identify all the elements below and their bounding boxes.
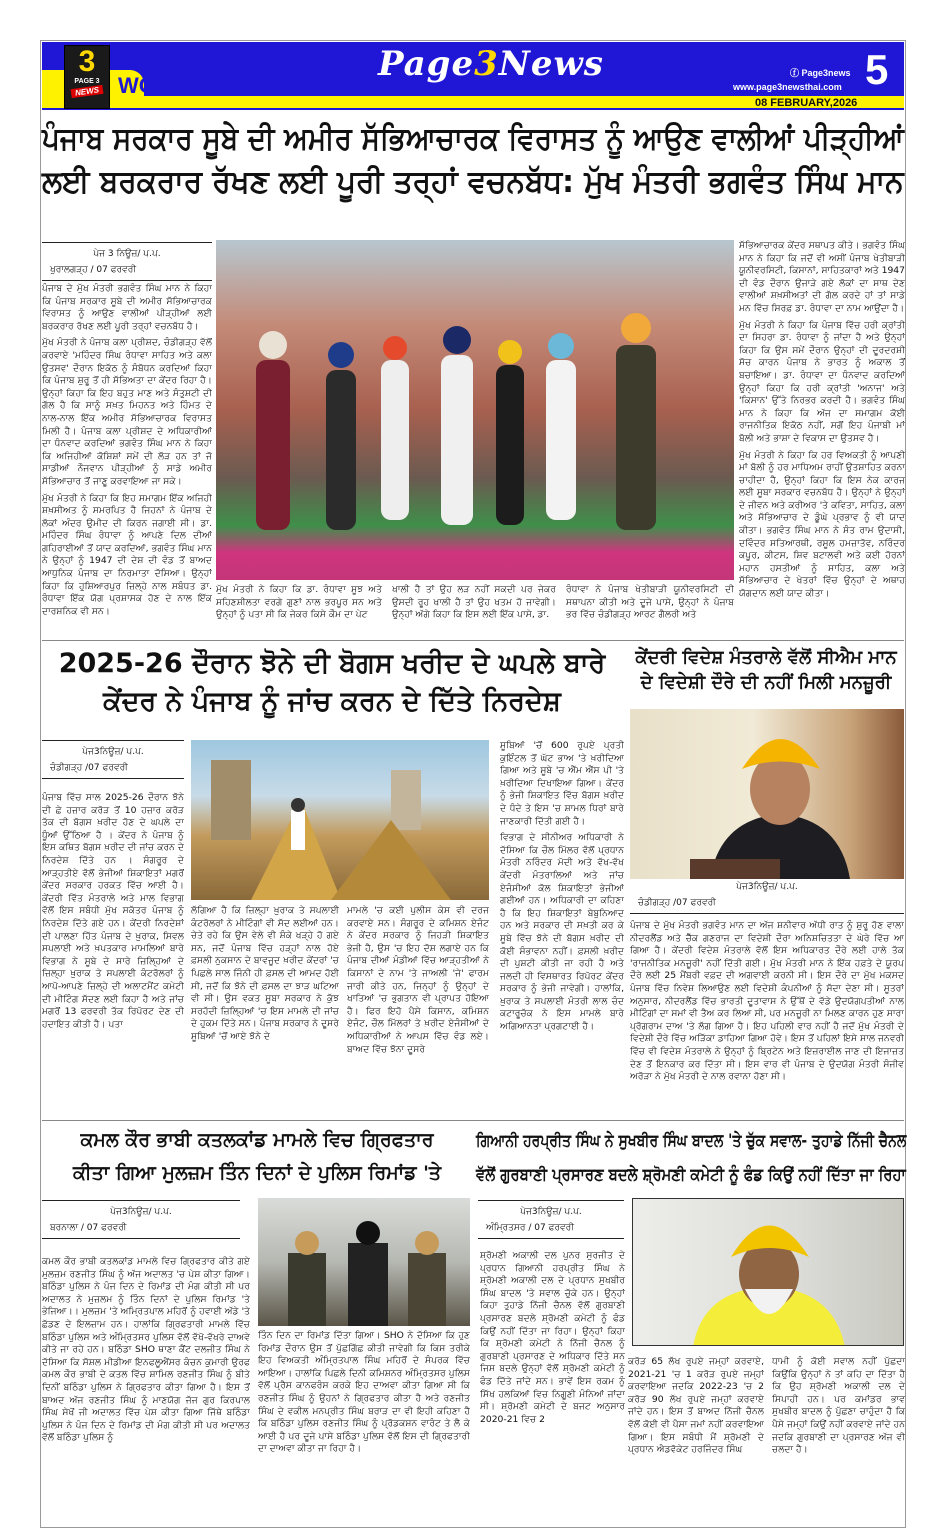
website-url: www.page3newsthai.com — [733, 82, 842, 92]
article1-photo — [216, 240, 734, 580]
article1-dateline: ਪੇਜ 3 ਨਿਊਜ਼/ ਪ.ਪ. ਖੁਰਾਲਗੜ੍ਹ / 07 ਫਰਵਰੀ — [42, 242, 212, 281]
divider — [42, 640, 904, 641]
giani-harpreet-singh-portrait — [633, 1199, 904, 1346]
article1-col1: ਪੰਜਾਬ ਦੇ ਮੁੱਖ ਮੰਤਰੀ ਭਗਵੰਤ ਸਿੰਘ ਮਾਨ ਨੇ ਕਿਹਾ ਕਿ ਪੰਜਾਬ ਸਰਕਾਰ ਸੂਬੇ ਦੀ ਅਮੀਰ ਸੱਭਿਆਚਾਰਕ ਵਿਰਾਸਤ ਨੂੰ ਆਉਣ ਵਾਲੀਆਂ ਪੀੜ੍ਹੀਆਂ ਲਈ ਬਰਕਰਾਰ ਰੱਖਣ ਲਈ ਪੂਰੀ ਤਰ੍ਹਾਂ ਵਚਨਬੱਧ ਹੈ। ਮੁੱਖ ਮੰਤਰੀ ਨੇ ਪੰਜਾਬ ਕਲਾ ਪ੍ਰੀਸ਼ਦ, ਚੰਡੀਗੜ੍ਹ ਵੱਲੋਂ ਕਰਵਾਏ 'ਮਹਿੰਦਰ ਸਿੰਘ ਰੰਧਾਵਾ ਸਾਹਿਤ ਅਤੇ ਕਲਾ ਉਤਸਵ' ਦੌਰਾਨ ਇਕੱਠ ਨੂੰ ਸੰਬੋਧਨ ਕਰਦਿਆਂ ਕਿਹਾ ਕਿ ਪੰਜਾਬ ਸ਼ੁਰੂ ਤੋਂ ਹੀ ਸੱਭਿਅਤਾ ਦਾ ਕੇਂਦਰ ਰਿਹਾ ਹੈ। ਉਨ੍ਹਾਂ ਕਿਹਾ ਕਿ ਇਹ ਬਹੁਤ ਮਾਣ ਅਤੇ ਸੰਤੁਸ਼ਟੀ ਦੀ ਗੱਲ ਹੈ ਕਿ ਸਾਨੂੰ ਸਖ਼ਤ ਮਿਹਨਤ ਅਤੇ ਹਿੰਮਤ ਦੇ ਨਾਲ-ਨਾਲ ਇੱਕ ਅਮੀਰ ਸੱਭਿਆਚਾਰਕ ਵਿਰਾਸਤ ਮਿਲੀ ਹੈ। ਪੰਜਾਬ ਕਲਾ ਪ੍ਰੀਸ਼ਦ ਦੇ ਅਧਿਕਾਰੀਆਂ ਦਾ ਧੰਨਵਾਦ ਕਰਦਿਆਂ ਭਗਵੰਤ ਸਿੰਘ ਮਾਨ ਨੇ ਕਿਹਾ ਕਿ ਅਜਿਹੀਆਂ ਕੋਸ਼ਿਸ਼ਾਂ ਸਮੇਂ ਦੀ ਲੋੜ ਹਨ ਤਾਂ ਜੋ ਸਾਡੀਆਂ ਨੌਜਵਾਨ ਪੀੜ੍ਹੀਆਂ ਨੂੰ ਸਾਡੇ ਅਮੀਰ ਸੱਭਿਆਚਾਰ ਤੋਂ ਜਾਣੂ ਕਰਵਾਇਆ ਜਾ ਸਕੇ। ਮੁੱਖ ਮੰਤਰੀ ਨੇ ਕਿਹਾ ਕਿ ਇਹ ਸਮਾਗਮ ਇੱਕ ਅਜਿਹੀ ਸ਼ਖ਼ਸੀਅਤ ਨੂੰ ਸਮਰਪਿਤ ਹੈ ਜਿਹਨਾਂ ਨੇ ਪੰਜਾਬ ਦੇ ਲੋਕਾਂ ਅੰਦਰ ਉਮੀਦ ਦੀ ਕਿਰਨ ਜਗਾਈ ਸੀ। ਡਾ. ਮਹਿੰਦਰ ਸਿੰਘ ਰੰਧਾਵਾ ਨੂੰ ਆਪਣੇ ਦਿਲ ਦੀਆਂ ਗਹਿਰਾਈਆਂ ਤੋਂ ਯਾਦ ਕਰਦਿਆਂ, ਭਗਵੰਤ ਸਿੰਘ ਮਾਨ ਨੇ ਉਨ੍ਹਾਂ ਨੂੰ 1947 ਦੀ ਦੇਸ਼ ਦੀ ਵੰਡ ਤੋਂ ਬਾਅਦ ਆਧੁਨਿਕ ਪੰਜਾਬ ਦਾ ਨਿਰਮਾਤਾ ਦੱਸਿਆ। ਉਨ੍ਹਾਂ ਕਿਹਾ ਕਿ ਹੁਸ਼ਿਆਰਪੁਰ ਜ਼ਿਲ੍ਹੇ ਨਾਲ ਸਬੰਧਤ ਡਾ. ਰੰਧਾਵਾ ਇੱਕ ਯੋਗ ਪ੍ਰਸ਼ਾਸਕ ਹੋਣ ਦੇ ਨਾਲ ਇੱਕ ਦਾਰਸ਼ਨਿਕ ਵੀ ਸਨ। — [42, 283, 212, 617]
page-number: 5 — [865, 46, 889, 93]
article2-photo — [191, 740, 489, 900]
chief-minister-portrait — [630, 709, 904, 879]
social-handle: ⓕ Page3news — [790, 68, 851, 78]
article5-col1: ਸ਼੍ਰੋਮਣੀ ਅਕਾਲੀ ਦਲ ਪੁਨਰ ਸੁਰਜੀਤ ਦੇ ਪ੍ਰਧਾਨ ਗਿਆਨੀ ਹਰਪ੍ਰੀਤ ਸਿੰਘ ਨੇ ਸ਼੍ਰੋਮਣੀ ਅਕਾਲੀ ਦਲ ਦੇ ਪ੍ਰਧਾਨ ਸੁਖਬੀਰ ਸਿੰਘ ਬਾਦਲ 'ਤੇ ਸਵਾਲ ਚੁੱਕੇ ਹਨ। ਉਨ੍ਹਾਂ ਕਿਹਾ ਤੁਹਾਡੇ ਨਿੱਜੀ ਚੈਨਲ ਵੱਲੋਂ ਗੁਰਬਾਣੀ ਪ੍ਰਸਾਰਣ ਬਦਲੇ ਸ਼੍ਰੋਮਣੀ ਕਮੇਟੀ ਨੂੰ ਫੰਡ ਕਿਉਂ ਨਹੀਂ ਦਿੱਤਾ ਜਾ ਰਿਹਾ। ਉਨ੍ਹਾਂ ਕਿਹਾ ਕਿ ਸ਼੍ਰੋਮਣੀ ਕਮੇਟੀ ਨੇ ਨਿੱਜੀ ਚੈਨਲ ਨੂੰ ਗੁਰਬਾਣੀ ਪ੍ਰਸਾਰਣ ਦੇ ਅਧਿਕਾਰ ਦਿੱਤੇ ਸਨ ਜਿਸ ਬਦਲੇ ਉਨ੍ਹਾਂ ਵੱਲੋਂ ਸ਼੍ਰੋਮਣੀ ਕਮੇਟੀ ਨੂੰ ਫੰਡ ਦਿੱਤੇ ਜਾਂਦੇ ਸਨ। ਭਾਵੇਂ ਇਸ ਰਕਮ ਨੂੰ ਸਿੱਖ ਹਲਕਿਆਂ ਵਿਚ ਨਿਗੂਣੀ ਮੰਨਿਆਂ ਜਾਂਦਾ ਸੀ। ਸ਼੍ਰੋਮਣੀ ਕਮੇਟੀ ਦੇ ਬਜਟ ਅਨੁਸਾਰ 2020-21 ਵਿਚ 2 — [480, 1250, 625, 1425]
group-photo-people — [216, 240, 734, 580]
issue-date: 08 FEBRUARY,2026 — [755, 97, 858, 109]
facebook-icon: ⓕ — [790, 68, 802, 78]
article2-col2: ਲੱਗਿਆ ਹੈ ਕਿ ਜ਼ਿਲ੍ਹਾ ਖ਼ੁਰਾਕ ਤੇ ਸਪਲਾਈ ਕੰਟਰੋਲਰਾਂ ਨੇ ਮੀਟਿੰਗਾਂ ਵੀ ਸੱਦ ਲਈਆਂ ਹਨ। ਚੇਤੇ ਰਹੇ ਕਿ ਉਸ ਵੇਲੇ ਵੀ ਸ਼ੰਕੇ ਖੜ੍ਹੇ ਹੋ ਗਏ ਸਨ, ਜਦੋਂ ਪੰਜਾਬ ਵਿੱਚ ਹੜ੍ਹਾਂ ਨਾਲ ਹੋਏ ਫ਼ਸਲੀ ਨੁਕਸਾਨ ਦੇ ਬਾਵਜੂਦ ਖ਼ਰੀਦ ਕੇਂਦਰਾਂ 'ਚ ਪਿਛਲੇ ਸਾਲ ਜਿੰਨੀ ਹੀ ਫ਼ਸਲ ਦੀ ਆਮਦ ਹੋਈ ਸੀ, ਜਦੋਂ ਕਿ ਝੋਨੇ ਦੀ ਫ਼ਸਲ ਦਾ ਝਾੜ ਘਟਿਆ ਵੀ ਸੀ। ਉਸ ਵਕਤ ਸੂਬਾ ਸਰਕਾਰ ਨੇ ਕੁੱਝ ਸਰਹੱਦੀ ਜ਼ਿਲ੍ਹਿਆਂ 'ਚ ਇਸ ਮਾਮਲੇ ਦੀ ਜਾਂਚ ਦੇ ਹੁਕਮ ਦਿੱਤੇ ਸਨ। ਪੰਜਾਬ ਸਰਕਾਰ ਨੇ ਦੂਸਰੇ ਸੂਬਿਆਂ 'ਚੋਂ ਆਏ ਝੋਨੇ ਦੇ — [191, 905, 339, 1042]
police-with-accused-photo — [258, 1198, 470, 1326]
article4-photo — [258, 1198, 470, 1326]
article2-dateline: ਪੇਜ3ਨਿਊਜ਼/ ਪ.ਪ. ਚੰਡੀਗੜ੍ਹ /07 ਫਰਵਰੀ — [42, 740, 184, 779]
article5-dateline: ਪੇਜ3ਨਿਊਜ਼/ ਪ.ਪ. ਅੰਮ੍ਰਿਤਸਰ / 07 ਫਰਵਰੀ — [478, 1200, 624, 1239]
article3-dateline: ਪੇਜ3ਨਿਊਜ਼/ ਪ.ਪ. ਚੰਡੀਗੜ੍ਹ /07 ਫਰਵਰੀ — [630, 882, 904, 914]
article3-headline: ਕੇਂਦਰੀ ਵਿਦੇਸ਼ ਮੰਤਰਾਲੇ ਵੱਲੋਂ ਸੀਐਮ ਮਾਨ ਦੇ ਵਿਦੇਸ਼ੀ ਦੌਰੇ ਦੀ ਨਹੀਂ ਮਿਲੀ ਮਨਜ਼ੂਰੀ — [635, 647, 897, 694]
section-label: WORLD — [118, 73, 202, 98]
article4-dateline: ਪੇਜ3ਨਿਊਜ਼/ ਪ.ਪ. ਬਰਨਾਲਾ / 07 ਫਰਵਰੀ — [42, 1200, 240, 1239]
article4-headline: ਕਮਲ ਕੌਰ ਭਾਬੀ ਕਤਲਕਾਂਡ ਮਾਮਲੇ ਵਿਚ ਗ੍ਰਿਫਤਾਰ ਕੀਤਾ ਗਿਆ ਮੁਲਜ਼ਮ ਤਿੰਨ ਦਿਨਾਂ ਦੇ ਪੁਲਿਸ ਰਿਮਾਂਡ 'ਤੇ — [72, 1129, 442, 1185]
article1-caption-col1: ਮੁੱਖ ਮੰਤਰੀ ਨੇ ਕਿਹਾ ਕਿ ਡਾ. ਰੰਧਾਵਾ ਸੂਝ ਅਤੇ ਸਹਿਣਸ਼ੀਲਤਾ ਵਰਗੇ ਗੁਣਾਂ ਨਾਲ ਭਰਪੂਰ ਸਨ ਅਤੇ ਉਨ੍ਹਾਂ ਨੂੰ ਪਤਾ ਸੀ ਕਿ ਜੇਕਰ ਕਿਸੇ ਕੌਮ ਦਾ ਪੇਟ — [216, 584, 382, 621]
article3-body: ਪੰਜਾਬ ਦੇ ਮੁੱਖ ਮੰਤਰੀ ਭਗਵੰਤ ਮਾਨ ਦਾ ਅੱਜ ਸ਼ਨੀਵਾਰ ਅੱਧੀ ਰਾਤ ਨੂੰ ਸ਼ੁਰੂ ਹੋਣ ਵਾਲਾ ਨੀਦਰਲੈਂਡ ਅਤੇ ਚੈੱਕ ਗਣਰਾਜ ਦਾ ਵਿਦੇਸ਼ੀ ਦੌਰਾ ਅਨਿਸ਼ਚਿਤਤਾ ਦੇ ਘੇਰੇ ਵਿੱਚ ਆ ਗਿਆ ਹੈ। ਕੇਂਦਰੀ ਵਿਦੇਸ਼ ਮੰਤਰਾਲੇ ਵੱਲੋਂ ਇਸ ਅਧਿਕਾਰਤ ਦੌਰੇ ਲਈ ਹਾਲੇ ਤੱਕ 'ਰਾਜਨੀਤਿਕ ਮਨਜ਼ੂਰੀ' ਨਹੀਂ ਦਿੱਤੀ ਗਈ। ਮੁੱਖ ਮੰਤਰੀ ਮਾਨ ਨੇ ਇੱਕ ਹਫ਼ਤੇ ਦੇ ਯੂਰਪ ਦੌਰੇ ਲਈ 25 ਮੈਂਬਰੀ ਵਫ਼ਦ ਦੀ ਅਗਵਾਈ ਕਰਨੀ ਸੀ। ਇਸ ਦੌਰੇ ਦਾ ਮੁੱਖ ਮਕਸਦ ਪੰਜਾਬ ਵਿੱਚ ਨਿਵੇਸ਼ ਲਿਆਉਣ ਲਈ ਵਿਦੇਸ਼ੀ ਕੰਪਨੀਆਂ ਨੂੰ ਸੱਦਾ ਦੇਣਾ ਸੀ। ਸੂਤਰਾਂ ਅਨੁਸਾਰ, ਨੀਦਰਲੈਂਡ ਵਿੱਚ ਭਾਰਤੀ ਦੂਤਾਵਾਸ ਨੇ ਉੱਥੋਂ ਦੇ ਵੱਡੇ ਉਦਯੋਗਪਤੀਆਂ ਨਾਲ ਮੀਟਿੰਗਾਂ ਦਾ ਸਮਾਂ ਵੀ ਤੈਅ ਕਰ ਲਿਆ ਸੀ, ਪਰ ਮਨਜ਼ੂਰੀ ਨਾ ਮਿਲਣ ਕਾਰਨ ਹੁਣ ਸਾਰਾ ਪ੍ਰੋਗਰਾਮ ਦਾਅ 'ਤੇ ਲੱਗ ਗਿਆ ਹੈ। ਇਹ ਪਹਿਲੀ ਵਾਰ ਨਹੀਂ ਹੈ ਜਦੋਂ ਮੁੱਖ ਮੰਤਰੀ ਦੇ ਵਿਦੇਸ਼ੀ ਦੌਰੇ ਵਿੱਚ ਅੜਿੱਕਾ ਡਾਹਿਆ ਗਿਆ ਹੋਵੇ। ਇਸ ਤੋਂ ਪਹਿਲਾਂ ਇਸੇ ਸਾਲ ਜਨਵਰੀ ਵਿੱਚ ਵੀ ਵਿਦੇਸ਼ ਮੰਤਰਾਲੇ ਨੇ ਉਨ੍ਹਾਂ ਨੂੰ ਬ੍ਰਿਟੇਨ ਅਤੇ ਇਜ਼ਰਾਈਲ ਜਾਣ ਦੀ ਇਜਾਜ਼ਤ ਦੇਣ ਤੋਂ ਇਨਕਾਰ ਕਰ ਦਿੱਤਾ ਸੀ। ਇਸ ਵਾਰ ਵੀ ਪੰਜਾਬ ਦੇ ਉਦਯੋਗ ਮੰਤਰੀ ਸੰਜੀਵ ਅਰੋੜਾ ਨੇ ਮੁੱਖ ਮੰਤਰੀ ਦੇ ਨਾਲ ਰਵਾਨਾ ਹੋਣਾ ਸੀ। — [630, 920, 904, 1083]
divider — [42, 1120, 904, 1121]
article2-col1: ਪੰਜਾਬ ਵਿੱਚ ਸਾਲ 2025-26 ਦੌਰਾਨ ਝੋਨੇ ਦੀ ਛੇ ਹਜ਼ਾਰ ਕਰੋੜ ਤੋਂ 10 ਹਜ਼ਾਰ ਕਰੋੜ ਤੱਕ ਦੀ ਬੋਗਸ ਖ਼ਰੀਦ ਹੋਣ ਦੇ ਘਪਲੇ ਦਾ ਧੂੰਆਂ ਉੱਠਿਆ ਹੈ । ਕੇਂਦਰ ਨੇ ਪੰਜਾਬ ਨੂੰ ਇਸ ਕਥਿਤ ਬੋਗਸ ਖ਼ਰੀਦ ਦੀ ਜਾਂਚ ਕਰਨ ਦੇ ਨਿਰਦੇਸ਼ ਦਿੱਤੇ ਹਨ । ਸੰਗਰੂਰ ਦੇ ਆੜ੍ਹਤੀਏ ਵੱਲੋਂ ਭੇਜੀਆਂ ਸ਼ਿਕਾਇਤਾਂ ਮਗਰੋਂ ਕੇਂਦਰ ਸਰਕਾਰ ਹਰਕਤ ਵਿੱਚ ਆਈ ਹੈ। ਕੇਂਦਰੀ ਵਿੱਤ ਮੰਤਰਾਲੇ ਅਤੇ ਮਾਲ ਵਿਭਾਗ ਵੱਲੋਂ ਇਸ ਸਬੰਧੀ ਮੁੱਖ ਸਕੱਤਰ ਪੰਜਾਬ ਨੂੰ ਨਿਰਦੇਸ਼ ਦਿੱਤੇ ਗਏ ਹਨ। ਕੇਂਦਰੀ ਨਿਰਦੇਸ਼ਾਂ ਦੀ ਪਾਲਣਾ ਹਿੱਤ ਪੰਜਾਬ ਦੇ ਖ਼ੁਰਾਕ, ਸਿਵਲ ਸਪਲਾਈ ਅਤੇ ਖ਼ਪਤਕਾਰ ਮਾਮਲਿਆਂ ਬਾਰੇ ਵਿਭਾਗ ਨੇ ਸੂਬੇ ਦੇ ਸਾਰੇ ਜ਼ਿਲ੍ਹਿਆਂ ਦੇ ਜ਼ਿਲ੍ਹਾ ਖ਼ੁਰਾਕ ਤੇ ਸਪਲਾਈ ਕੰਟਰੋਲਰਾਂ ਨੂੰ ਆਪੋ-ਆਪਣੇ ਜ਼ਿਲ੍ਹੇ ਦੀ ਅਲਾਟਮੈਂਟ ਕਮੇਟੀ ਦੀ ਮੀਟਿੰਗ ਸੱਦਣ ਲਈ ਕਿਹਾ ਹੈ ਅਤੇ ਜਾਂਚ ਮਗਰੋਂ 13 ਫਰਵਰੀ ਤੱਕ ਰਿਪੋਰਟ ਦੇਣ ਦੀ ਹਦਾਇਤ ਕੀਤੀ ਹੈ। ਪਤਾ — [42, 792, 184, 1030]
article4-col1: ਕਮਲ ਕੌਰ ਭਾਬੀ ਕਤਲਕਾਂਡ ਮਾਮਲੇ ਵਿਚ ਗ੍ਰਿਫਤਾਰ ਕੀਤੇ ਗਏ ਮੁਲਜ਼ਮ ਰਣਜੀਤ ਸਿੰਘ ਨੂੰ ਅੱਜ ਅਦਾਲਤ 'ਚ ਪੇਸ਼ ਕੀਤਾ ਗਿਆ। ਬਠਿੰਡਾ ਪੁਲਿਸ ਨੇ ਪੰਜ ਦਿਨ ਦੇ ਰਿਮਾਂਡ ਦੀ ਮੰਗ ਕੀਤੀ ਸੀ ਪਰ ਅਦਾਲਤ ਨੇ ਮੁਜ਼ਲਮ ਨੂੰ ਤਿੰਨ ਦਿਨਾਂ ਦੇ ਪੁਲਿਸ ਰਿਮਾਂਡ 'ਤੇ ਭੇਜਿਆ।। ਮੁਲਜ਼ਮ 'ਤੇ ਅਮ੍ਰਿਤਪਾਲ ਮਹਿਰੋਂ ਨੂੰ ਹਵਾਈ ਅੱਡੇ 'ਤੇ ਛੱਡਣ ਦੇ ਇਲਜ਼ਾਮ ਹਨ। ਹਾਲਾਂਕਿ ਗ੍ਰਿਫਤਾਰੀ ਮਾਮਲੇ ਵਿੱਚ ਬਠਿੰਡਾ ਪੁਲਿਸ ਅਤੇ ਅੰਮ੍ਰਿਤਸਰ ਪੁਲਿਸ ਵੱਲੋਂ ਵੱਖੋ-ਵੱਖਰੇ ਦਾਅਵੇ ਕੀਤੇ ਜਾ ਰਹੇ ਹਨ। ਬਠਿੰਡਾ SHO ਥਾਣਾ ਕੈਂਟ ਦਲਜੀਤ ਸਿੰਘ ਨੇ ਦੱਸਿਆ ਕਿ ਸੋਸ਼ਲ ਮੀਡੀਆ ਇਨਫਲੂਐਂਸਰ ਕੰਚਨ ਕੁਮਾਰੀ ਉਰਫ ਕਮਲ ਕੌਰ ਭਾਬੀ ਦੇ ਕਤਲ ਵਿੱਚ ਸ਼ਾਮਿਲ ਰਣਜੀਤ ਸਿੰਘ ਨੂੰ ਬੀਤੇ ਦਿਨੀਂ ਬਠਿੰਡਾ ਪੁਲਿਸ ਨੇ ਗ੍ਰਿਫਤਾਰ ਕੀਤਾ ਗਿਆ ਹੈ। ਇਸ ਤੋਂ ਬਾਅਦ ਅੱਜ ਰਣਜੀਤ ਸਿੰਘ ਨੂੰ ਮਾਣਯੋਗ ਜੱਜ ਗੁਰ ਕਿਰਪਾਲ ਸਿੰਘ ਸੇਖੋਂ ਜੀ ਅਦਾਲਤ ਵਿੱਚ ਪੇਸ਼ ਕੀਤਾ ਗਿਆ ਜਿੱਥੇ ਬਠਿੰਡਾ ਪੁਲਿਸ ਨੇ ਪੰਜ ਦਿਨ ਦੇ ਰਿਮਾਂਡ ਦੀ ਮੰਗ ਕੀਤੀ ਸੀ ਪਰ ਅਦਾਲਤ ਵੱਲੋਂ ਬਠਿੰਡਾ ਪੁਲਿਸ ਨੂੰ — [42, 1256, 250, 1444]
article1-caption-col2: ਖਾਲੀ ਹੈ ਤਾਂ ਉਹ ਲੜ ਨਹੀਂ ਸਕਦੀ ਪਰ ਜੇਕਰ ਉਸਦੀ ਰੂਹ ਖਾਲੀ ਹੈ ਤਾਂ ਉਹ ਖਤਮ ਹੋ ਜਾਵੇਗੀ। ਉਨ੍ਹਾਂ ਅੱਗੇ ਕਿਹਾ ਕਿ ਇਸ ਲਈ ਇੱਕ ਪਾਸੇ, ਡਾ. — [392, 584, 556, 621]
article4-col2: ਤਿੰਨ ਦਿਨ ਦਾ ਰਿਮਾਂਡ ਦਿੱਤਾ ਗਿਆ। SHO ਨੇ ਦੱਸਿਆ ਕਿ ਹੁਣ ਰਿਮਾਂਡ ਦੌਰਾਨ ਉਸ ਤੋਂ ਪੁੱਛਗਿੱਛ ਕੀਤੀ ਜਾਵੇਗੀ ਕਿ ਕਿਸ ਤਰੀਕੇ ਇਹ ਵਿਅਕਤੀ ਅੰਮ੍ਰਿਤਪਾਲ ਸਿੰਘ ਮਹਿਰੋਂ ਦੇ ਸੰਪਰਕ ਵਿੱਚ ਆਇਆ। ਹਾਲਾਂਕਿ ਪਿਛਲੇ ਦਿਨੀ ਕਮਿਸ਼ਨਰ ਅੰਮ੍ਰਿਤਸਰ ਪੁਲਿਸ ਵੱਲੋਂ ਪ੍ਰੈਸ ਕਾਨਫਰੰਸ ਕਰਕੇ ਇਹ ਦਾਅਵਾ ਕੀਤਾ ਗਿਆ ਸੀ ਕਿ ਰਣਜੀਤ ਸਿੰਘ ਨੂੰ ਉਹਨਾਂ ਨੇ ਗ੍ਰਿਫਤਾਰ ਕੀਤਾ ਹੈ ਅਤੇ ਰਣਜੀਤ ਸਿੰਘ ਦੇ ਵਕੀਲ ਮਨਪ੍ਰੀਤ ਸਿੰਘ ਬਰਾੜ ਦਾ ਵੀ ਇਹੀ ਕਹਿਣਾ ਹੈ ਕਿ ਬਠਿੰਡਾ ਪੁਲਿਸ ਰਣਜੀਤ ਸਿੰਘ ਨੂੰ ਪ੍ਰੋਡਕਸ਼ਨ ਵਾਰੰਟ ਤੇ ਲੈ ਕੇ ਆਈ ਹੈ ਪਰ ਦੂਜੇ ਪਾਸੇ ਬਠਿੰਡਾ ਪੁਲਿਸ ਵੱਲੋਂ ਇਸ ਦੀ ਗ੍ਰਿਫਤਾਰੀ ਦਾ ਦਾਅਵਾ ਕੀਤਾ ਜਾ ਰਿਹਾ ਹੈ। — [258, 1330, 470, 1455]
article1-caption-col3: ਰੰਧਾਵਾ ਨੇ ਪੰਜਾਬ ਖੇਤੀਬਾੜੀ ਯੂਨੀਵਰਸਿਟੀ ਦੀ ਸਥਾਪਨਾ ਕੀਤੀ ਅਤੇ ਦੂਜੇ ਪਾਸੇ, ਉਨ੍ਹਾਂ ਨੇ ਪੰਜਾਬ ਭਰ ਵਿੱਚ ਚੰਡੀਗੜ੍ਹ ਆਰਟ ਗੈਲਰੀ ਅਤੇ — [566, 584, 734, 621]
article5-headline: ਗਿਆਨੀ ਹਰਪ੍ਰੀਤ ਸਿੰਘ ਨੇ ਸੁਖਬੀਰ ਸਿੰਘ ਬਾਦਲ 'ਤੇ ਚੁੱਕ ਸਵਾਲ- ਤੁਹਾਡੇ ਨਿੱਜੀ ਚੈਨਲ ਵੱਲੋਂ ਗੁਰਬਾਣੀ ਪ੍ਰਸਾਰਣ ਬਦਲੇ ਸ਼੍ਰੋਮਣੀ ਕਮੇਟੀ ਨੂੰ ਫੰਡ ਕਿਉਂ ਨਹੀਂ ਦਿੱਤਾ ਜਾ ਰਿਹਾ — [476, 1131, 907, 1184]
newspaper-logo: 3 PAGE 3 NEWS — [64, 45, 110, 109]
article2-headline: 2025-26 ਦੌਰਾਨ ਝੋਨੇ ਦੀ ਬੋਗਸ ਖਰੀਦ ਦੇ ਘਪਲੇ ਬਾਰੇ ਕੇਂਦਰ ਨੇ ਪੰਜਾਬ ਨੂੰ ਜਾਂਚ ਕਰਨ ਦੇ ਦਿੱਤੇ ਨਿਰਦੇਸ਼ — [58, 648, 606, 717]
article5-col3: ਧਾਮੀ ਨੂੰ ਕੋਈ ਸਵਾਲ ਨਹੀਂ ਪੁੱਛਦਾ ਕਿਉਂਕਿ ਉਨ੍ਹਾਂ ਨੇ ਤਾਂ ਕਹਿ ਦਾ ਦਿੱਤਾ ਹੈ ਕਿ ਉਹ ਸ਼੍ਰੋਮਣੀ ਅਕਾਲੀ ਦਲ ਦੇ ਸਿਪਾਹੀ ਹਨ। ਪਰ ਕਮਾਂਡਰ ਭਾਵ ਸੁਖਬੀਰ ਬਾਦਲ ਨੂੰ ਪੁੱਛਣਾ ਚਾਹੁੰਦਾ ਹੈ ਕਿ ਪੈਸੇ ਜਮ੍ਹਾਂ ਕਿਉਂ ਨਹੀਂ ਕਰਵਾਏ ਜਾਂਦੇ ਹਨ ਜਦਕਿ ਗੁਰਬਾਣੀ ਦਾ ਪ੍ਰਸਾਰਣ ਅੱਜ ਵੀ ਚਲਦਾ ਹੈ। — [772, 1356, 905, 1456]
article2-col4: ਸੂਬਿਆਂ 'ਚੋਂ 600 ਰੁਪਏ ਪ੍ਰਤੀ ਕੁਇੰਟਲ ਤੋਂ ਘੱਟ ਭਾਅ 'ਤੇ ਖ਼ਰੀਦਿਆ ਗਿਆ ਅਤੇ ਸੂਬੇ 'ਚ ਐੱਮ ਐੱਸ ਪੀ 'ਤੇ ਖ਼ਰੀਦਿਆ ਦਿਖਾਇਆ ਗਿਆ। ਕੇਂਦਰ ਨੂੰ ਭੇਜੀ ਸ਼ਿਕਾਇਤ ਵਿੱਚ ਬੋਗਸ ਖ਼ਰੀਦ ਦੇ ਧੰਦੇ ਤੇ ਇਸ 'ਚ ਸ਼ਾਮਲ ਧਿਰਾਂ ਬਾਰੇ ਜਾਣਕਾਰੀ ਦਿੱਤੀ ਗਈ ਹੈ। ਵਿਭਾਗ ਦੇ ਸੀਨੀਅਰ ਅਧਿਕਾਰੀ ਨੇ ਦੱਸਿਆ ਕਿ ਚੌਲ ਮਿੱਲਰ ਵੱਲੋਂ ਪ੍ਰਧਾਨ ਮੰਤਰੀ ਨਰਿੰਦਰ ਮੋਦੀ ਅਤੇ ਵੱਖ-ਵੱਖ ਕੇਂਦਰੀ ਮੰਤਰਾਲਿਆਂ ਅਤੇ ਜਾਂਚ ਏਜੰਸੀਆਂ ਕੋਲ ਸ਼ਿਕਾਇਤਾਂ ਭੇਜੀਆਂ ਗਈਆਂ ਹਨ। ਅਧਿਕਾਰੀ ਦਾ ਕਹਿਣਾ ਹੈ ਕਿ ਇਹ ਸ਼ਿਕਾਇਤਾਂ ਬੇਬੁਨਿਆਦ ਹਨ ਅਤੇ ਸਰਕਾਰ ਦੀ ਸਖ਼ਤੀ ਕਰ ਕੇ ਸੂਬੇ ਵਿੱਚ ਝੋਨੇ ਦੀ ਬੋਗਸ ਖ਼ਰੀਦ ਦੀ ਕੋਈ ਸੰਭਾਵਨਾ ਨਹੀਂ। ਫ਼ਸਲੀ ਖ਼ਰੀਦ ਦੀ ਪੁਸ਼ਟੀ ਕੀਤੀ ਜਾ ਰਹੀ ਹੈ ਅਤੇ ਜਲਦੀ ਹੀ ਵਿਸਥਾਰਤ ਰਿਪੋਰਟ ਕੇਂਦਰ ਸਰਕਾਰ ਨੂੰ ਭੇਜੀ ਜਾਵੇਗੀ। ਹਾਲਾਂਕਿ, ਖ਼ੁਰਾਕ ਤੇ ਸਪਲਾਈ ਮੰਤਰੀ ਲਾਲ ਚੰਦ ਕਟਾਰੂਚੱਕ ਨੇ ਇਸ ਮਾਮਲੇ ਬਾਰੇ ਅਗਿਆਨਤਾ ਪ੍ਰਗਟਾਈ ਹੈ। — [500, 740, 624, 1033]
article1-col-right: ਸੱਭਿਆਚਾਰਕ ਕੇਂਦਰ ਸਥਾਪਤ ਕੀਤੇ। ਭਗਵੰਤ ਸਿੰਘ ਮਾਨ ਨੇ ਕਿਹਾ ਕਿ ਜਦੋਂ ਵੀ ਅਸੀਂ ਪੰਜਾਬ ਖੇਤੀਬਾੜੀ ਯੂਨੀਵਰਸਿਟੀ, ਕਿਸਾਨਾਂ, ਸਾਹਿਤਕਾਰਾਂ ਅਤੇ 1947 ਦੀ ਵੰਡ ਦੌਰਾਨ ਉਜਾੜੇ ਗਏ ਲੋਕਾਂ ਦਾ ਸਾਥ ਦੇਣ ਵਾਲੀਆਂ ਸ਼ਖ਼ਸੀਅਤਾਂ ਦੀ ਗੱਲ ਕਰਦੇ ਹਾਂ ਤਾਂ ਸਾਡੇ ਮਨ ਵਿੱਚ ਸਿਰਫ਼ ਡਾ. ਰੰਧਾਵਾ ਦਾ ਨਾਮ ਆਉਂਦਾ ਹੈ। ਮੁੱਖ ਮੰਤਰੀ ਨੇ ਕਿਹਾ ਕਿ ਪੰਜਾਬ ਵਿੱਚ ਹਰੀ ਕ੍ਰਾਂਤੀ ਦਾ ਸਿਹਰਾ ਡਾ. ਰੰਧਾਵਾ ਨੂੰ ਜਾਂਦਾ ਹੈ ਅਤੇ ਉਨ੍ਹਾਂ ਕਿਹਾ ਕਿ ਉਸ ਸਮੇਂ ਦੌਰਾਨ ਉਨ੍ਹਾਂ ਦੀ ਦੂਰਦਰਸ਼ੀ ਸੋਚ ਕਾਰਨ ਪੰਜਾਬ ਨੇ ਭਾਰਤ ਨੂੰ ਅਕਾਲ ਤੋਂ ਬਚਾਇਆ। ਡਾ. ਰੰਧਾਵਾ ਦਾ ਧੰਨਵਾਦ ਕਰਦਿਆਂ ਉਨ੍ਹਾਂ ਕਿਹਾ ਕਿ ਹਰੀ ਕ੍ਰਾਂਤੀ 'ਅਨਾਜ' ਅਤੇ 'ਕਿਸਾਨ' ਉੱਤੇ ਨਿਰਭਰ ਕਰਦੀ ਹੈ। ਭਗਵੰਤ ਸਿੰਘ ਮਾਨ ਨੇ ਕਿਹਾ ਕਿ ਅੱਜ ਦਾ ਸਮਾਗਮ ਕੋਈ ਰਾਜਨੀਤਿਕ ਇਕੱਠ ਨਹੀਂ, ਸਗੋਂ ਇਹ ਪੰਜਾਬੀ ਮਾਂ ਬੋਲੀ ਅਤੇ ਭਾਸ਼ਾ ਦੇ ਵਿਕਾਸ ਦਾ ਉਤਸਵ ਹੈ। ਮੁੱਖ ਮੰਤਰੀ ਨੇ ਕਿਹਾ ਕਿ ਹਰ ਵਿਅਕਤੀ ਨੂੰ ਆਪਣੀ ਮਾਂ ਬੋਲੀ ਨੂੰ ਹਰ ਮਾਧਿਅਮ ਰਾਹੀਂ ਉਤਸ਼ਾਹਿਤ ਕਰਨਾ ਚਾਹੀਦਾ ਹੈ, ਉਨ੍ਹਾਂ ਕਿਹਾ ਕਿ ਇਸ ਨੇਕ ਕਾਰਜ ਲਈ ਸੂਬਾ ਸਰਕਾਰ ਵਚਨਬੱਧ ਹੈ। ਉਨ੍ਹਾਂ ਨੇ ਉਨ੍ਹਾਂ ਦੇ ਜੀਵਨ ਅਤੇ ਕਰੀਅਰ 'ਤੇ ਕਵਿਤਾ, ਸਾਹਿਤ, ਕਲਾ ਅਤੇ ਸੱਭਿਆਚਾਰ ਦੇ ਡੂੰਘੇ ਪ੍ਰਭਾਵ ਨੂੰ ਵੀ ਯਾਦ ਕੀਤਾ। ਭਗਵੰਤ ਸਿੰਘ ਮਾਨ ਨੇ ਸੰਤ ਰਾਮ ਉਦਾਸੀ, ਦਵਿੰਦਰ ਸਤਿਆਰਥੀ, ਰਸੂਲ ਹਮਜ਼ਾਤੋਵ, ਨਰਿੰਦਰ ਕਪੂਰ, ਕੀਟਸ, ਸ਼ਿਵ ਬਟਾਲਵੀ ਅਤੇ ਕਈ ਹੋਰਨਾਂ ਮਹਾਨ ਹਸਤੀਆਂ ਨੂੰ ਸਾਹਿਤ, ਕਲਾ ਅਤੇ ਸੱਭਿਆਚਾਰ ਦੇ ਖੇਤਰਾਂ ਵਿੱਚ ਉਨ੍ਹਾਂ ਦੇ ਅਥਾਹ ਯੋਗਦਾਨ ਲਈ ਯਾਦ ਕੀਤਾ। — [739, 240, 905, 600]
article2-col3: ਮਾਮਲੇ 'ਚ ਕਈ ਪੁਲੀਸ ਕੇਸ ਵੀ ਦਰਜ ਕਰਵਾਏ ਸਨ। ਸੰਗਰੂਰ ਦੇ ਕਮਿਸ਼ਨ ਏਜੰਟ ਨੇ ਕੇਂਦਰ ਸਰਕਾਰ ਨੂੰ ਜਿਹੜੀ ਸ਼ਿਕਾਇਤ ਭੇਜੀ ਹੈ, ਉਸ 'ਚ ਇਹ ਦੋਸ਼ ਲਗਾਏ ਹਨ ਕਿ ਪੰਜਾਬ ਦੀਆਂ ਮੰਡੀਆਂ ਵਿੱਚ ਆੜ੍ਹਤੀਆਂ ਨੇ ਕਿਸਾਨਾਂ ਦੇ ਨਾਮ 'ਤੇ ਜਾਅਲੀ 'ਜੇ' ਫਾਰਮ ਜਾਰੀ ਕੀਤੇ ਹਨ, ਜਿਨ੍ਹਾਂ ਨੂੰ ਉਨ੍ਹਾਂ ਦੇ ਖਾਤਿਆਂ 'ਚ ਭੁਗਤਾਨ ਵੀ ਪ੍ਰਾਪਤ ਹੋਇਆ ਹੈ। ਫਿਰ ਇਹੋ ਪੈਸੇ ਕਿਸਾਨ, ਕਮਿਸ਼ਨ ਏਜੰਟ, ਚੌਲ ਮਿੱਲਰਾਂ ਤੇ ਖ਼ਰੀਦ ਏਜੰਸੀਆਂ ਦੇ ਅਧਿਕਾਰੀਆਂ ਨੇ ਆਪਸ ਵਿੱਚ ਵੰਡ ਲਏ। ਬਾਅਦ ਵਿੱਚ ਝੋਨਾ ਦੂਸਰੇ — [347, 905, 489, 1055]
article5-photo — [632, 1198, 904, 1346]
grain-heap-photo — [191, 740, 489, 900]
article3-photo — [630, 709, 904, 879]
brand-title: Page3News — [378, 44, 604, 84]
article5-col2: ਕਰੋੜ 65 ਲੱਖ ਰੁਪਏ ਜਮ੍ਹਾਂ ਕਰਵਾਏ, 2021-21 'ਚ 1 ਕਰੋੜ ਰੁਪਏ ਜਮ੍ਹਾਂ ਕਰਵਾਇਆ ਜਦਕਿ 2022-23 'ਚ 2 ਕਰੋੜ 90 ਲੱਖ ਰੁਪਏ ਜਮ੍ਹਾਂ ਕਰਵਾਏ ਜਾਂਦੇ ਹਨ। ਇਸ ਤੋਂ ਬਾਅਦ ਨਿੱਜੀ ਚੈਨਲ ਵੱਲੋਂ ਕੋਈ ਵੀ ਪੈਸਾ ਜਮਾਂ ਨਹੀਂ ਕਰਵਾਇਆ ਗਿਆ। ਇਸ ਸਬੰਧੀ ਮੈਂ ਸ਼੍ਰੋਮਣੀ ਦੇ ਪ੍ਰਧਾਨ ਐਡਵੋਕੇਟ ਹਰਜਿੰਦਰ ਸਿੰਘ — [628, 1356, 764, 1456]
article1-headline: ਪੰਜਾਬ ਸਰਕਾਰ ਸੂਬੇ ਦੀ ਅਮੀਰ ਸੱਭਿਆਚਾਰਕ ਵਿਰਾਸਤ ਨੂੰ ਆਉਣ ਵਾਲੀਆਂ ਪੀੜ੍ਹੀਆਂ ਲਈ ਬਰਕਰਾਰ ਰੱਖਣ ਲਈ ਪੂਰੀ ਤਰ੍ਹਾਂ ਵਚਨਬੱਧ: ਮੁੱਖ ਮੰਤਰੀ ਭਗਵੰਤ ਸਿੰਘ ਮਾਨ — [42, 121, 904, 201]
